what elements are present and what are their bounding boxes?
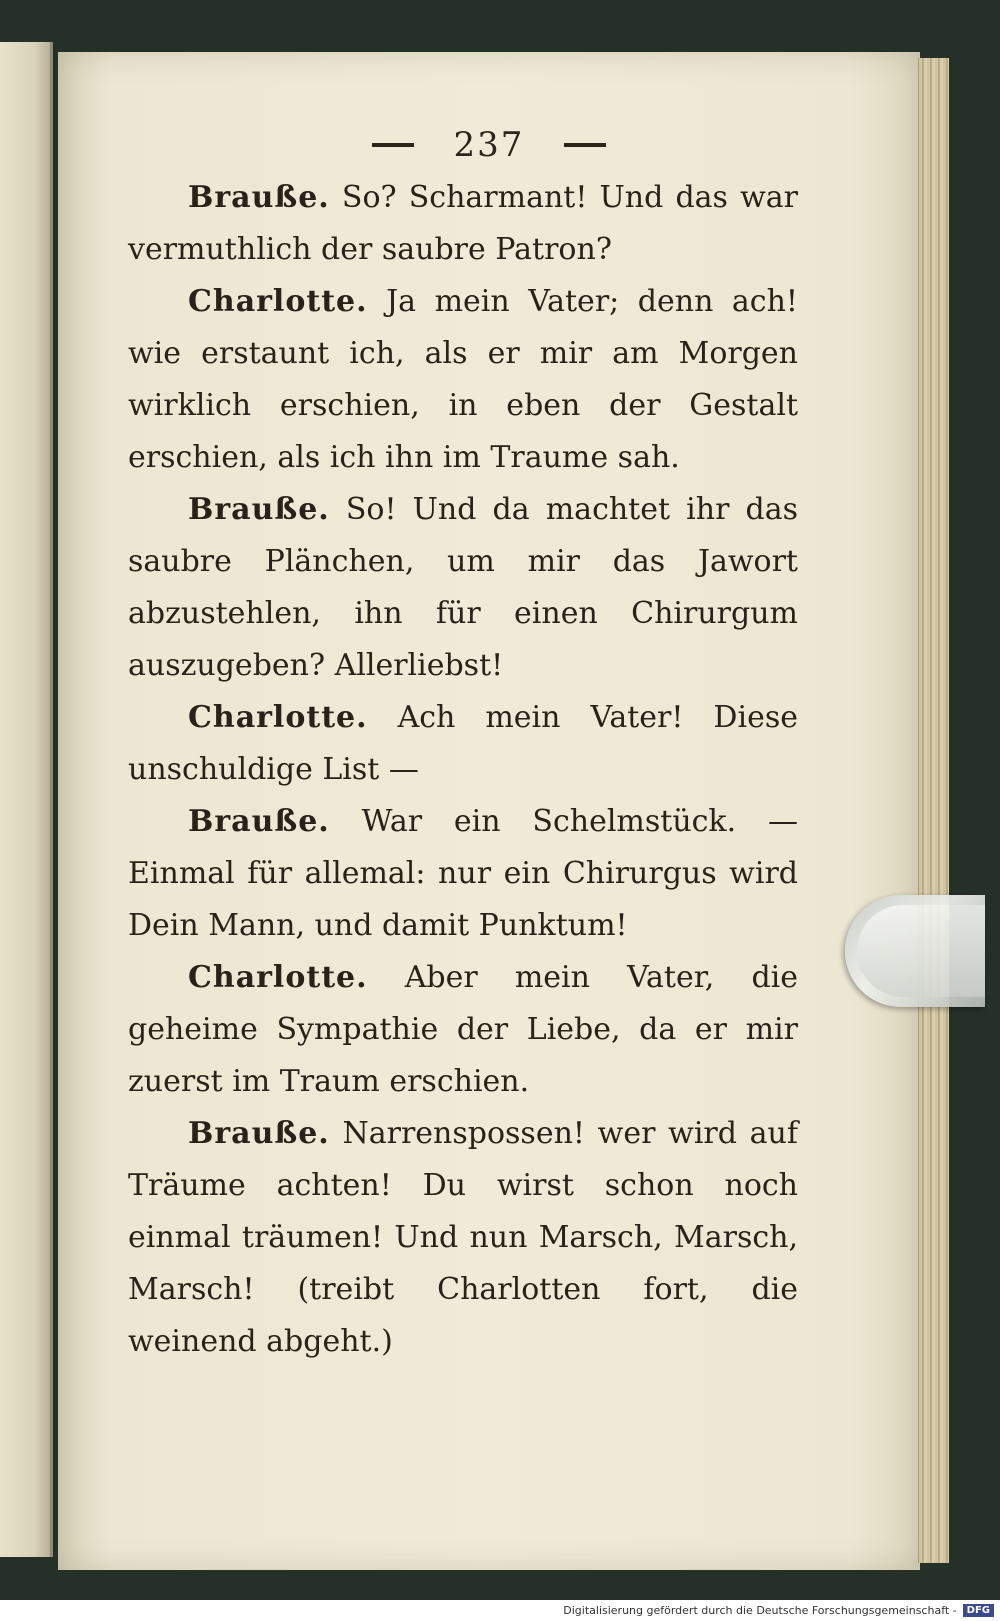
header-dash-right	[564, 143, 606, 147]
paragraph	[128, 1108, 798, 1368]
dfg-logo: DFG	[963, 1604, 994, 1617]
dialogue-text: Ja mein Vater; denn ach! wie erstaunt ich, als er mir am Morgen wirklich erschien, in eben der Gestalt erschien, als ich ihn im Traume sah.	[128, 284, 798, 475]
page-text	[128, 172, 798, 1368]
speaker-name: Braußе.	[188, 1116, 330, 1151]
footer-credit: Digitalisierung gefördert durch die Deutsche Forschungsgemeinschaft -	[563, 1604, 957, 1617]
header-dash-left	[372, 143, 414, 147]
page-header	[58, 120, 920, 170]
dialogue-text: Aber mein Vater, die geheime Sympathie der Liebe, da er mir zuerst im Traum erschien.	[128, 960, 798, 1099]
dialogue-text: So! Und da machtet ihr das saubre Plänchen, um mir das Jawort abzustehlen, ihn für einen Chirurgum auszugeben? Allerliebst!	[128, 492, 798, 683]
page-number: 237	[453, 125, 525, 165]
left-page-edge	[0, 42, 53, 1557]
dialogue-text: Ach mein Vater! Diese unschuldige List —	[128, 700, 798, 787]
dialogue-text: War ein Schelmstück. — Einmal für allemal: nur ein Chirurgus wird Dein Mann, und damit Punktum!	[128, 804, 798, 943]
digitization-footer	[0, 1600, 1000, 1621]
paragraph	[128, 796, 798, 952]
page-block-edges	[918, 58, 949, 1563]
paragraph	[128, 276, 798, 484]
paragraph	[128, 172, 798, 276]
speaker-name: Charlotte.	[188, 284, 368, 319]
speaker-name: Braußе.	[188, 492, 330, 527]
speaker-name: Braußе.	[188, 180, 330, 215]
speaker-name: Charlotte.	[188, 960, 368, 995]
page-clip	[845, 895, 985, 1007]
speaker-name: Charlotte.	[188, 700, 368, 735]
dialogue-text: Narrenspossen! wer wird auf Träume achten! Du wirst schon noch einmal träumen! Und nun Marsch, Marsch, Marsch! (treibt Charlotten fort, die weinend abgeht.)	[128, 1116, 798, 1359]
paragraph	[128, 484, 798, 692]
page-clip-highlight	[857, 905, 985, 997]
paragraph	[128, 952, 798, 1108]
speaker-name: Braußе.	[188, 804, 330, 839]
dialogue-text: So? Scharmant! Und das war vermuthlich der saubre Patron?	[128, 180, 798, 267]
paragraph	[128, 692, 798, 796]
